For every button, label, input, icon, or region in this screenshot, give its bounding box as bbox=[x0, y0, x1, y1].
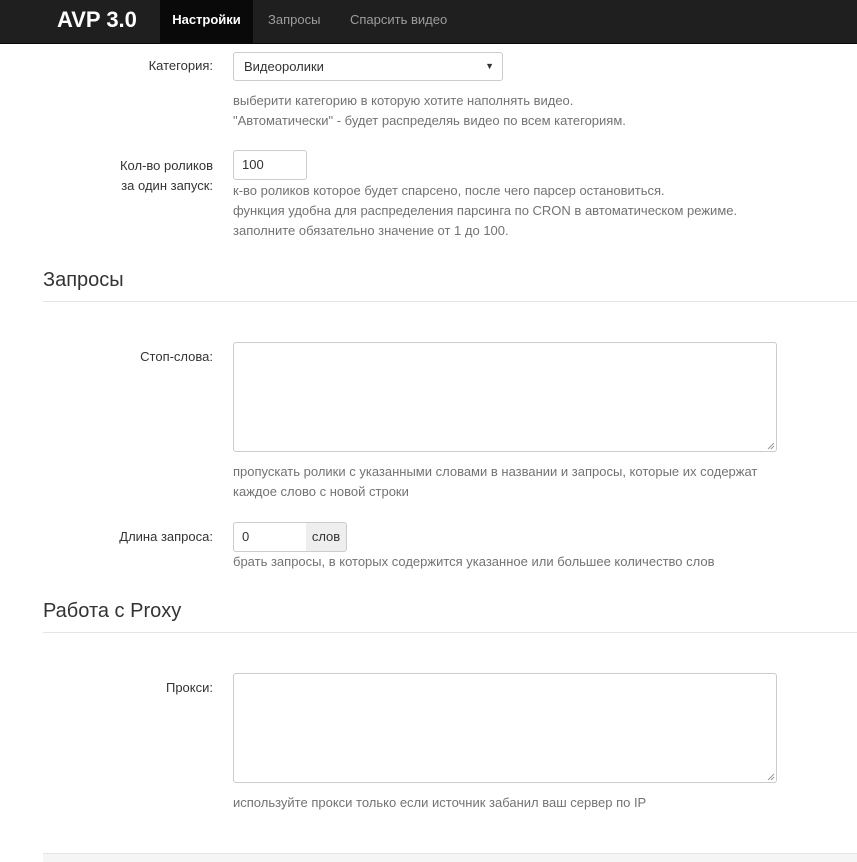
top-navbar bbox=[0, 0, 857, 44]
count-help-line-3: заполните обязательно значение от 1 до 100. bbox=[233, 223, 509, 238]
category-help-line-2: "Автоматически" - будет распределяь видео по всем категориям. bbox=[233, 113, 626, 128]
stopwords-help-line-1: пропускать ролики с указанными словами в названии и запросы, которые их содержат bbox=[233, 464, 758, 479]
category-selected-value: Видеоролики bbox=[244, 59, 324, 74]
query-length-input[interactable]: 0 bbox=[233, 522, 307, 552]
category-help-line-1: выберити категорию в которую хотите наполнять видео. bbox=[233, 93, 574, 108]
brand-logo[interactable]: AVP 3.0 bbox=[57, 7, 137, 32]
dropdown-arrow-icon: ▼ bbox=[485, 61, 494, 71]
count-input[interactable]: 100 bbox=[233, 150, 307, 180]
section-divider bbox=[43, 632, 857, 633]
category-label: Категория: bbox=[148, 58, 213, 73]
count-label-line-2: за один запуск: bbox=[121, 178, 213, 193]
resize-grip-icon[interactable] bbox=[767, 442, 775, 450]
stopwords-textarea[interactable] bbox=[233, 342, 777, 452]
nav-item-queries[interactable]: Запросы bbox=[268, 12, 321, 27]
count-label-line-1: Кол-во роликов bbox=[119, 158, 213, 173]
section-title-queries: Запросы bbox=[43, 269, 124, 291]
count-help-line-1: к-во роликов которое будет спарсено, после чего парсер остановиться. bbox=[233, 183, 665, 198]
stopwords-label: Стоп-слова: bbox=[140, 349, 213, 364]
query-length-label: Длина запроса: bbox=[119, 529, 213, 544]
count-help-line-2: функция удобна для распределения парсинга по CRON в автоматическом режиме. bbox=[233, 203, 738, 218]
nav-item-settings[interactable]: Настройки bbox=[160, 0, 253, 43]
section-title-proxy: Работа с Proxy bbox=[43, 600, 182, 622]
proxy-label: Прокси: bbox=[165, 680, 213, 695]
query-length-help: брать запросы, в которых содержится указанное или большее количество слов bbox=[233, 554, 715, 569]
nav-item-parse-video[interactable]: Спарсить видео bbox=[350, 12, 448, 27]
proxy-textarea[interactable] bbox=[233, 673, 777, 783]
section-divider bbox=[43, 301, 857, 302]
resize-grip-icon[interactable] bbox=[767, 773, 775, 781]
query-length-unit-addon: слов bbox=[306, 522, 347, 552]
proxy-help: используйте прокси только если источник забанил ваш сервер по IP bbox=[233, 795, 647, 810]
category-select[interactable] bbox=[233, 52, 503, 81]
stopwords-help-line-2: каждое слово с новой строки bbox=[233, 484, 409, 499]
